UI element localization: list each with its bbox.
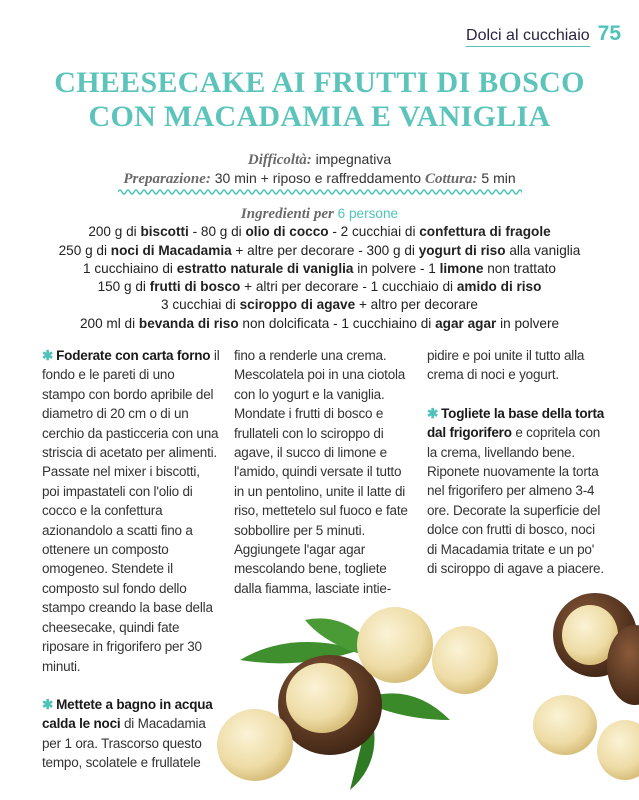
ingredient-quantity: alla vaniglia	[505, 242, 581, 258]
ingredient-name: bevanda di riso	[138, 315, 239, 331]
ingredient-line	[0, 260, 639, 278]
ingredient-name: biscotti	[140, 224, 189, 240]
step-text: e copritela con la crema, livellando bene. Riponete nuovamente la torta nel frigorifero per almeno 3-4 ore. Decorate la superficie del dolce con frutti di bosco, noci di Macadamia tritate e un po' di sciroppo di agave a piacere.	[427, 425, 604, 577]
difficulty-label: Difficoltà:	[247, 152, 312, 168]
column-2	[234, 346, 412, 617]
ingredient-quantity: + altre per decorare - 300 g di	[231, 242, 419, 258]
macadamia-nuts-photo	[210, 590, 639, 800]
prep-value: 30 min + riposo e raffreddamento	[214, 170, 422, 186]
recipe-title	[0, 66, 639, 134]
ingredient-quantity: non trattato	[483, 260, 556, 276]
ingredient-name: agar agar	[435, 315, 497, 331]
ingredient-quantity: in polvere	[496, 315, 560, 331]
step-text: fino a renderle una crema. Mescolatela poi in una ciotola con lo yogurt e la vaniglia. Mondate i frutti di bosco e frullateli con lo sciroppo di agave, il succo di limone e l'amido, quindi versate il tutto in un pentolino, unite il latte di riso, mettetelo sul fuoco e fate sobbollire per 5 minuti. Aggiungete l'agar agar mescolando bene, togliete dalla fiamma, lasciate intie-	[234, 348, 408, 596]
ingredient-quantity: in polvere - 1	[353, 260, 440, 276]
step-paragraph	[42, 695, 220, 773]
step-lead-text: Togliete la base della torta dal frigorifero	[427, 405, 605, 441]
ingredient-line	[0, 315, 639, 333]
asterisk-bullet-icon: ✱	[42, 696, 54, 712]
ingredient-quantity: + altri per decorare - 1 cucchiaio di	[240, 279, 457, 295]
column-1	[42, 346, 220, 792]
title-line-1: CHEESECAKE AI FRUTTI DI BOSCO	[54, 66, 585, 99]
recipe-meta	[0, 150, 639, 188]
ingredient-line	[0, 278, 639, 296]
step-lead-text: Foderate con carta forno	[56, 348, 211, 363]
cook-label: Cottura:	[425, 171, 478, 187]
wave-divider	[118, 188, 522, 196]
prep-label: Preparazione:	[123, 171, 211, 187]
ingredient-quantity: 200 ml di	[79, 315, 139, 331]
step-text: il fondo e le pareti di uno stampo con bordo apribile del diametro di 20 cm o di un cerchio da pasticceria con una striscia di acetato per alimenti. Passate nel mixer i biscotti, poi impastateli con l'olio di cocco e la confettura azionandolo a scatti fino a ottenere un composto omogeneo. Stendete il composto sul fondo dello stampo creando la base della cheesecake, quindi fate riposare in frigorifero per 30 minuti.	[42, 348, 220, 674]
cook-value: 5 min	[481, 170, 516, 186]
ingredient-quantity: 250 g di	[58, 242, 111, 258]
ingredient-name: estratto naturale di vaniglia	[176, 260, 354, 276]
asterisk-bullet-icon: ✱	[427, 405, 439, 421]
ingredient-quantity: - 80 g di	[188, 224, 246, 240]
ingredient-name: yogurt di riso	[418, 242, 506, 258]
asterisk-bullet-icon: ✱	[42, 348, 54, 363]
section-name: Dolci al cucchiaio	[466, 27, 590, 47]
step-paragraph	[234, 346, 412, 598]
ingredient-quantity: 150 g di	[97, 279, 150, 295]
ingredient-quantity: non dolcificata - 1 cucchiaino di	[238, 315, 436, 331]
ingredients	[0, 205, 639, 333]
ingredient-name: olio di cocco	[245, 224, 329, 240]
step-lead-text: Mettete a bagno in acqua calda le noci	[42, 696, 213, 732]
page-number: 75	[597, 22, 621, 45]
step-paragraph	[427, 404, 605, 579]
title-line-2: CON MACADAMIA E VANIGLIA	[88, 100, 551, 133]
step-text: di Macadamia per 1 ora. Trascorso questo tempo, scolatele e frullatele	[42, 716, 206, 771]
ingredient-quantity: 200 g di	[88, 224, 141, 240]
ingredient-name: noci di Macadamia	[110, 242, 232, 258]
ingredient-name: frutti di bosco	[149, 279, 241, 295]
ingredient-name: amido di riso	[456, 279, 542, 295]
ingredient-name: confettura di fragole	[419, 224, 551, 240]
ingredient-name: sciroppo di agave	[239, 297, 356, 313]
ingredient-line	[0, 242, 639, 260]
ingredients-label: Ingredienti per	[240, 206, 334, 222]
step-paragraph	[42, 346, 220, 676]
step-text: pidire e poi unite il tutto alla crema di noci e yogurt.	[427, 348, 585, 383]
ingredient-quantity: + altro per decorare	[355, 297, 478, 313]
running-header	[466, 22, 621, 47]
ingredient-quantity: 1 cucchiaino di	[83, 260, 177, 276]
ingredients-heading	[0, 205, 639, 223]
ingredient-quantity: - 2 cucchiai di	[328, 224, 420, 240]
servings: 6 persone	[337, 206, 399, 221]
step-paragraph	[427, 346, 605, 385]
ingredient-name: limone	[439, 260, 484, 276]
column-3	[427, 346, 605, 597]
difficulty-value: impegnativa	[315, 151, 392, 167]
ingredient-line	[0, 296, 639, 314]
ingredient-line	[0, 223, 639, 241]
ingredient-quantity: 3 cucchiai di	[161, 297, 240, 313]
